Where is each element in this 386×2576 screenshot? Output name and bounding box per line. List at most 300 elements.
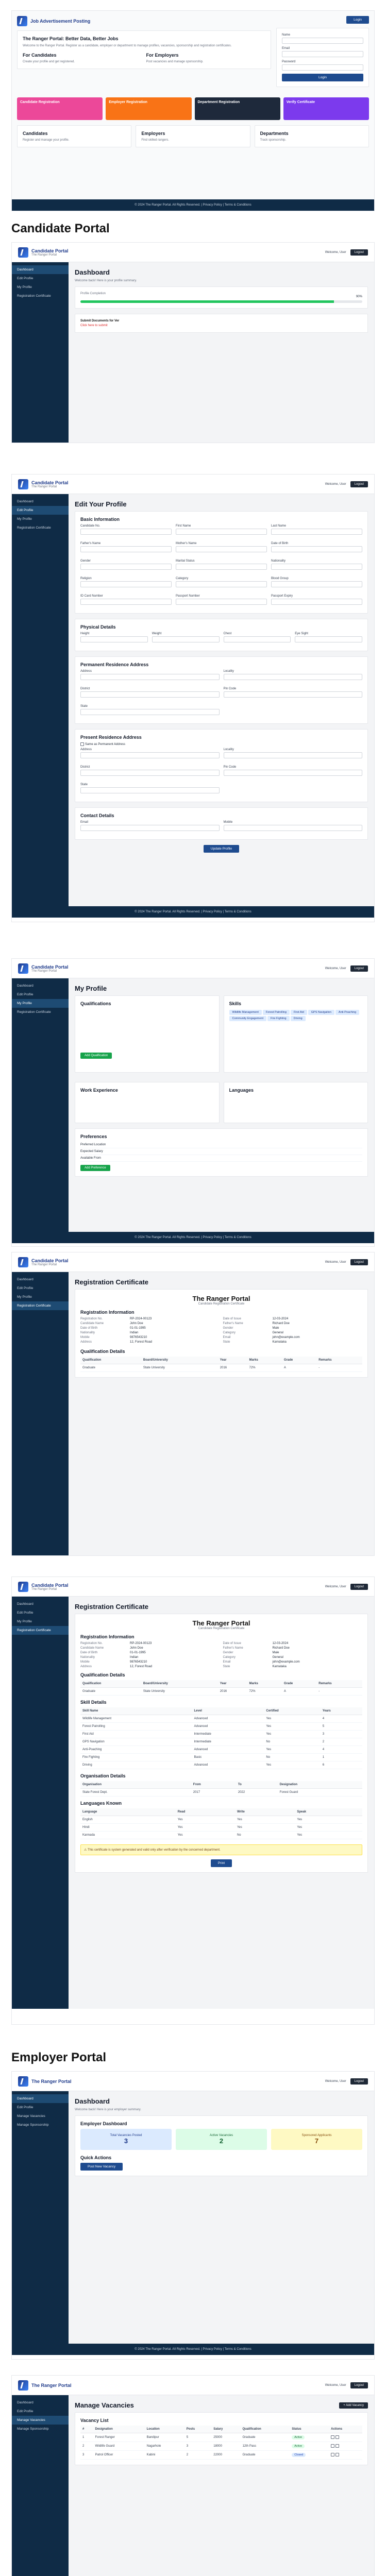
table-cell xyxy=(247,1364,282,1372)
table-cell xyxy=(145,2433,184,2442)
sidebar-item-edit-profile[interactable]: Edit Profile xyxy=(17,2410,33,2413)
cell-text: Driving xyxy=(82,1764,92,1767)
warning-text: This certificate is system generated and valid only after verification by the concerned department. xyxy=(87,1849,221,1852)
table-cell xyxy=(192,1738,264,1746)
user-greeting: Welcome, User xyxy=(325,2079,346,2083)
stat-label: Total Vacancies Posted xyxy=(110,2134,142,2137)
logout-button[interactable]: Logout xyxy=(350,2382,368,2388)
cell-text: Wildlife Management xyxy=(82,1717,112,1720)
sidebar-item-edit-profile[interactable]: Edit Profile xyxy=(17,277,33,280)
edit-icon[interactable] xyxy=(331,2444,334,2448)
logout-button[interactable]: Logout xyxy=(350,481,368,487)
preference-label: Available From xyxy=(80,1157,101,1160)
table-cell xyxy=(321,1731,362,1738)
table-cell xyxy=(290,2433,329,2442)
field-last-name xyxy=(271,524,362,535)
sidebar-item-edit-profile[interactable]: Edit Profile xyxy=(17,2106,33,2109)
table-cell xyxy=(240,2451,290,2460)
sidebar-item-dashboard[interactable]: Dashboard xyxy=(12,265,69,274)
column-header: Speak xyxy=(295,1808,362,1816)
kv-key: Father's Name xyxy=(223,1647,243,1650)
user-greeting: Welcome, User xyxy=(325,1260,346,1264)
passport-expiry-input[interactable] xyxy=(271,599,362,605)
table-cell xyxy=(80,1824,176,1832)
intro-columns xyxy=(23,53,265,63)
sidebar-item-dashboard[interactable]: Dashboard xyxy=(17,2401,33,2404)
field-eye-sight xyxy=(295,632,362,642)
basic-info-card xyxy=(75,511,368,614)
brand-sub: The Ranger Portal xyxy=(31,969,57,973)
table-cell xyxy=(192,1731,264,1738)
address-input[interactable] xyxy=(80,674,220,680)
column-header: Year xyxy=(218,1680,247,1688)
weight-input[interactable] xyxy=(152,636,220,642)
table-cell xyxy=(211,2442,240,2451)
delete-icon[interactable] xyxy=(335,2453,339,2456)
print-button[interactable]: Print xyxy=(211,1859,232,1867)
table-cell xyxy=(145,2442,184,2451)
sidebar-item-dashboard[interactable]: Dashboard xyxy=(17,1602,33,1606)
column-header: Year xyxy=(218,1357,247,1364)
first-name-input[interactable] xyxy=(176,529,267,535)
login-label: Email xyxy=(282,47,290,50)
user-greeting: Welcome, User xyxy=(325,250,346,254)
mobile-input[interactable] xyxy=(224,825,363,831)
cell-text: Graduate xyxy=(242,2453,256,2456)
last-name-input[interactable] xyxy=(271,529,362,535)
cell-text: Kannada xyxy=(82,1834,95,1837)
login-field xyxy=(282,33,363,44)
sidebar-item-registration-certificate[interactable]: Registration Certificate xyxy=(17,1010,51,1014)
table-cell xyxy=(235,1824,295,1832)
update-profile-button[interactable]: Update Profile xyxy=(204,845,239,853)
gender-input[interactable] xyxy=(80,564,172,570)
field-locality xyxy=(224,748,363,758)
locality-input[interactable] xyxy=(224,674,363,680)
kv-key: Gender xyxy=(223,1327,233,1330)
table-cell xyxy=(80,1731,192,1738)
login-button[interactable]: Login xyxy=(282,74,363,81)
cell-text: Intermediate xyxy=(194,1733,211,1736)
sidebar xyxy=(12,978,69,1232)
brand-logo[interactable] xyxy=(18,247,69,258)
stat-value: 3 xyxy=(124,2137,128,2145)
edit-icon[interactable] xyxy=(331,2453,334,2456)
field-label: Blood Group xyxy=(271,577,289,580)
languages-heading: Languages xyxy=(229,1088,254,1093)
progress-text: 90% xyxy=(356,295,362,298)
page-title: Dashboard xyxy=(75,268,110,276)
eye-sight-input[interactable] xyxy=(295,636,362,642)
table-cell xyxy=(321,1738,362,1746)
intro-column-text: Post vacancies and manage sponsorship. xyxy=(146,60,204,63)
pin-code-input[interactable] xyxy=(224,770,363,776)
actions-cell xyxy=(329,2433,362,2442)
column-header: # xyxy=(80,2426,93,2433)
cell-text: Yes xyxy=(266,1717,272,1720)
table-cell xyxy=(240,2433,290,2442)
delete-icon[interactable] xyxy=(335,2435,339,2439)
sidebar-item-edit-profile[interactable]: Edit Profile xyxy=(17,1611,33,1615)
email-input[interactable] xyxy=(282,51,363,57)
field-label: Father's Name xyxy=(80,542,101,545)
languages-card xyxy=(224,1082,368,1123)
sidebar xyxy=(12,1272,69,1555)
mother-s-name-input[interactable] xyxy=(176,546,267,552)
skill-tag: Wildlife Management xyxy=(229,1010,262,1015)
kv-value: Richard Doe xyxy=(272,1322,290,1325)
id-card-number-input[interactable] xyxy=(80,599,172,605)
sidebar-item-manage-sponsorship[interactable]: Manage Sponsorship xyxy=(17,2427,49,2431)
logout-button[interactable]: Logout xyxy=(350,2078,368,2084)
add-qualification-button[interactable]: Add Qualification xyxy=(80,1053,112,1059)
column-header: Remarks xyxy=(316,1357,362,1364)
cell-text: 3 xyxy=(186,2445,189,2448)
table-cell xyxy=(184,2433,212,2442)
state-input[interactable] xyxy=(80,709,220,715)
language-table xyxy=(80,1808,362,1839)
table-cell xyxy=(290,2442,329,2451)
cell-text: 1 xyxy=(322,1756,325,1759)
kv-value: Male xyxy=(272,1327,279,1330)
preference-item xyxy=(80,1142,362,1148)
cell-text: English xyxy=(82,1818,93,1821)
table-cell xyxy=(80,1746,192,1754)
pin-code-input[interactable] xyxy=(224,691,363,698)
cell-text: 2016 xyxy=(220,1366,227,1369)
user-greeting: Welcome, User xyxy=(325,967,346,970)
cell-text: Yes xyxy=(177,1834,183,1837)
sidebar-item-my-profile[interactable]: My Profile xyxy=(17,1295,32,1299)
table-cell xyxy=(80,2442,93,2451)
logo[interactable] xyxy=(17,16,90,26)
brand-logo[interactable] xyxy=(18,2076,72,2087)
actions-cell xyxy=(329,2442,362,2451)
same-address-label: Same as Permanent Address xyxy=(85,743,126,747)
logout-button[interactable]: Logout xyxy=(350,1259,368,1265)
registration-certificate-2 xyxy=(11,1577,375,2025)
post-vacancy-button[interactable]: Post New Vacancy xyxy=(80,2163,123,2171)
manage-vacancies xyxy=(11,2375,375,2576)
table-cell xyxy=(264,1754,320,1761)
present-address-card xyxy=(75,729,368,802)
sidebar-item-registration-certificate[interactable]: Registration Certificate xyxy=(17,526,51,530)
top-bar xyxy=(12,959,374,978)
brand-name: Candidate Portal xyxy=(31,1258,69,1263)
sidebar-item-registration-certificate[interactable]: Registration Certificate xyxy=(17,294,51,298)
cell-text: Yes xyxy=(237,1826,242,1829)
field-id-card-number xyxy=(80,595,172,605)
logout-button[interactable]: Logout xyxy=(350,249,368,256)
sidebar-item-registration-certificate[interactable]: Registration Certificate xyxy=(12,1301,69,1310)
passport-number-input[interactable] xyxy=(176,599,267,605)
table-cell xyxy=(316,1688,362,1696)
field-label: Mother's Name xyxy=(176,542,197,545)
father-s-name-input[interactable] xyxy=(80,546,172,552)
column-header: Organisation xyxy=(80,1781,191,1789)
kv-value: Indian xyxy=(130,1331,139,1334)
cell-text: Hindi xyxy=(82,1826,90,1829)
cell-text: Forest Guard xyxy=(279,1791,298,1794)
logo-icon xyxy=(18,1257,28,1267)
column-header: Qualification xyxy=(80,1680,141,1688)
field-label: ID Card Number xyxy=(80,595,103,598)
table-cell xyxy=(236,1789,278,1797)
top-bar xyxy=(12,474,374,494)
table-cell xyxy=(141,1688,218,1696)
date-of-birth-input[interactable] xyxy=(271,546,362,552)
table-cell xyxy=(264,1761,320,1769)
field-gender xyxy=(80,560,172,570)
intro-column-text: Create your profile and get registered. xyxy=(23,60,75,63)
column-header: Qualification xyxy=(240,2426,290,2433)
certificate-name: The Ranger Portal xyxy=(192,1295,250,1302)
logout-button[interactable]: Logout xyxy=(350,965,368,972)
cell-text: Advanced xyxy=(194,1748,208,1751)
field-label: Marital Status xyxy=(176,560,195,563)
cell-text: 4 xyxy=(322,1748,325,1751)
certificate-card xyxy=(75,1289,368,1378)
sidebar-item-edit-profile[interactable]: Edit Profile xyxy=(17,993,33,996)
blood-group-input[interactable] xyxy=(271,581,362,587)
brand-name: Candidate Portal xyxy=(31,248,69,253)
field-first-name xyxy=(176,524,267,535)
column-header: Level xyxy=(192,1707,264,1715)
sidebar-item-my-profile[interactable]: My Profile xyxy=(12,999,69,1008)
table-cell xyxy=(264,1723,320,1731)
page-title: Dashboard xyxy=(75,2097,110,2105)
table-row xyxy=(80,1746,362,1754)
qualifications-heading: Qualifications xyxy=(80,1001,111,1006)
field-label: Height xyxy=(80,632,90,635)
work-card xyxy=(75,1082,220,1123)
name-input[interactable] xyxy=(282,38,363,44)
cell-text: Graduate xyxy=(82,1366,96,1369)
hero-card-candidate-registration[interactable]: Candidate Registration xyxy=(17,97,103,120)
sidebar-item-registration-certificate[interactable]: Registration Certificate xyxy=(12,1626,69,1635)
table-cell xyxy=(80,1688,141,1696)
sidebar-item-dashboard[interactable]: Dashboard xyxy=(12,2094,69,2103)
kv-key: Address xyxy=(80,1341,92,1344)
sidebar xyxy=(12,494,69,906)
top-bar xyxy=(12,1577,374,1597)
hero-card-employer-registration[interactable]: Employer Registration xyxy=(106,97,191,120)
brand-logo[interactable] xyxy=(18,963,69,974)
sidebar-item-edit-profile[interactable]: Edit Profile xyxy=(17,1286,33,1290)
brand-logo[interactable] xyxy=(18,479,69,489)
kv-key: Date of Issue xyxy=(223,1642,241,1645)
kv-value: john@example.com xyxy=(272,1336,300,1339)
field-address xyxy=(80,670,220,680)
status-badge: Active xyxy=(292,2444,305,2448)
logo-icon xyxy=(18,479,28,489)
sidebar-item-edit-profile[interactable]: Edit Profile xyxy=(12,506,69,515)
state-input[interactable] xyxy=(80,787,220,793)
table-row xyxy=(80,1738,362,1746)
cell-text: Bandipur xyxy=(146,2436,159,2439)
email-input[interactable] xyxy=(80,825,220,831)
field-district xyxy=(80,687,220,698)
vacancy-list-card xyxy=(75,2412,368,2465)
qualification-heading: Qualification Details xyxy=(80,1672,125,1677)
cell-text: 18000 xyxy=(213,2445,222,2448)
welcome-text: Welcome back! Here is your profile summary. xyxy=(75,279,137,282)
table-cell xyxy=(321,1746,362,1754)
column-header: Skill Name xyxy=(80,1707,192,1715)
cell-text: 3 xyxy=(82,2453,85,2456)
table-cell xyxy=(316,1364,362,1372)
field-pin-code xyxy=(224,687,363,698)
sidebar-item-my-profile[interactable]: My Profile xyxy=(17,1620,32,1623)
table-cell xyxy=(176,1816,235,1824)
sidebar-item-manage-sponsorship[interactable]: Manage Sponsorship xyxy=(17,2123,49,2127)
kv-value: 01-01-1995 xyxy=(130,1651,146,1654)
certificate-sub: Candidate Registration Certificate xyxy=(198,1627,245,1630)
kv-key: Nationality xyxy=(80,1331,95,1334)
sidebar-item-my-profile[interactable]: My Profile xyxy=(17,285,32,289)
add-preference-button[interactable]: Add Preference xyxy=(80,1165,110,1171)
district-input[interactable] xyxy=(80,691,220,698)
edit-icon[interactable] xyxy=(331,2435,334,2439)
brand-sub: The Ranger Portal xyxy=(31,1587,57,1591)
brand-name: Candidate Portal xyxy=(31,480,69,485)
status-badge: Active xyxy=(292,2435,305,2439)
field-address xyxy=(80,748,220,758)
brand-logo[interactable] xyxy=(18,1257,69,1267)
sidebar-item-manage-vacancies[interactable]: Manage Vacancies xyxy=(12,2416,69,2425)
actions-cell xyxy=(329,2451,362,2460)
cell-text: Nagarhole xyxy=(146,2445,161,2448)
brand-name: Candidate Portal xyxy=(31,1582,69,1588)
permanent-address-card xyxy=(75,656,368,724)
table-cell xyxy=(184,2451,212,2460)
stat-value: 7 xyxy=(314,2137,319,2145)
table-cell xyxy=(80,1816,176,1824)
skill-tag: Fire Fighting xyxy=(267,1016,290,1021)
sidebar-item-dashboard[interactable]: Dashboard xyxy=(17,1278,33,1281)
table-row xyxy=(80,1754,362,1761)
cell-text: Yes xyxy=(237,1818,242,1821)
cell-text: Advanced xyxy=(194,1717,208,1720)
password-input[interactable] xyxy=(282,64,363,71)
kv-value: 9876543210 xyxy=(130,1660,147,1664)
field-label: Mobile xyxy=(223,821,233,824)
candidate-no-input[interactable] xyxy=(80,529,172,535)
sidebar-item-dashboard[interactable]: Dashboard xyxy=(17,984,33,988)
field-label: Pin Code xyxy=(223,687,237,690)
field-label: Eye Sight xyxy=(295,632,308,635)
column-header: Grade xyxy=(282,1680,316,1688)
registration-certificate-1 xyxy=(11,1252,375,1556)
kv-key: State xyxy=(223,1665,230,1668)
table-row xyxy=(80,2433,362,2442)
intro-column xyxy=(146,53,266,63)
field-state xyxy=(80,783,220,793)
brand-logo[interactable] xyxy=(18,1582,69,1592)
kv-key: Father's Name xyxy=(223,1322,243,1325)
locality-input[interactable] xyxy=(224,752,363,758)
cell-text: Patrol Officer xyxy=(95,2453,113,2456)
cell-text: Yes xyxy=(266,1733,272,1736)
category-input[interactable] xyxy=(176,581,267,587)
login-form xyxy=(276,28,369,87)
chest-input[interactable] xyxy=(224,636,291,642)
cell-text: Graduate xyxy=(242,2436,256,2439)
sidebar-item-manage-vacancies[interactable]: Manage Vacancies xyxy=(17,2114,45,2118)
field-father-s-name xyxy=(80,542,172,552)
section-heading: Physical Details xyxy=(80,624,116,630)
documents-link[interactable]: Click here to submit xyxy=(80,324,108,327)
field-date-of-birth xyxy=(271,542,362,552)
column-header: Certified xyxy=(264,1707,320,1715)
kv-key: Registration No. xyxy=(80,1642,103,1645)
field-category xyxy=(176,577,267,587)
cell-text: State University xyxy=(143,1690,165,1693)
nationality-input[interactable] xyxy=(271,564,362,570)
field-label: Address xyxy=(80,670,92,673)
height-input[interactable] xyxy=(80,636,148,642)
field-mobile xyxy=(224,821,363,831)
field-label: Locality xyxy=(223,748,234,752)
table-cell xyxy=(192,1754,264,1761)
add-vacancy-button[interactable]: + Add Vacancy xyxy=(339,2402,368,2409)
certificate-card xyxy=(75,1614,368,1873)
sidebar xyxy=(12,1597,69,2009)
table-cell xyxy=(321,1723,362,1731)
column-header: Location xyxy=(145,2426,184,2433)
brand-logo[interactable] xyxy=(18,2380,72,2391)
delete-icon[interactable] xyxy=(335,2444,339,2448)
top-login-button[interactable]: Login xyxy=(346,16,369,24)
footer: © 2024 The Ranger Portal. All Rights Reserved. | Privacy Policy | Terms & Conditions xyxy=(12,1232,374,1243)
sidebar-item-dashboard[interactable]: Dashboard xyxy=(17,500,33,503)
cell-text: State University xyxy=(143,1366,165,1369)
section-title-employer: Employer Portal xyxy=(11,2050,107,2064)
cell-text: - xyxy=(318,1690,320,1693)
cell-text: 72% xyxy=(249,1690,256,1693)
hero-card-verify-certificate[interactable]: Verify Certificate xyxy=(283,97,369,120)
reg-info-heading: Registration Information xyxy=(80,1634,135,1639)
intro-card xyxy=(17,30,271,69)
landing-panel xyxy=(11,10,375,211)
logout-button[interactable]: Logout xyxy=(350,1584,368,1590)
sidebar-item-my-profile[interactable]: My Profile xyxy=(17,517,32,521)
skill-tag: Community Engagement xyxy=(229,1016,267,1021)
logo-icon xyxy=(18,247,28,258)
column-header: Grade xyxy=(282,1357,316,1364)
brand-name: The Ranger Portal xyxy=(31,2078,72,2084)
summary-heading: Employer Dashboard xyxy=(80,2121,127,2126)
district-input[interactable] xyxy=(80,770,220,776)
field-label: Passport Expiry xyxy=(271,595,293,598)
landing-intro: Welcome to the Ranger Portal. Register as a candidate, employer or department to manage profiles, vacancies, sponsorship and registration certificates. xyxy=(23,44,232,47)
cell-text: 6 xyxy=(322,1764,325,1767)
marital-status-input[interactable] xyxy=(176,564,267,570)
address-input[interactable] xyxy=(80,752,220,758)
info-column xyxy=(17,125,131,147)
cell-text: Fire Fighting xyxy=(82,1756,100,1759)
kv-value: John Doe xyxy=(130,1322,143,1325)
info-text: Find skilled rangers. xyxy=(141,139,170,142)
profile-completion-label: Profile Completion xyxy=(80,292,106,295)
hero-card-department-registration[interactable]: Department Registration xyxy=(195,97,280,120)
reg-info-grid xyxy=(80,1317,362,1344)
table-cell xyxy=(218,1364,247,1372)
cell-text: Anti-Poaching xyxy=(82,1748,102,1751)
religion-input[interactable] xyxy=(80,581,172,587)
kv-value: Richard Doe xyxy=(272,1647,290,1650)
same-address-checkbox[interactable] xyxy=(80,742,362,746)
